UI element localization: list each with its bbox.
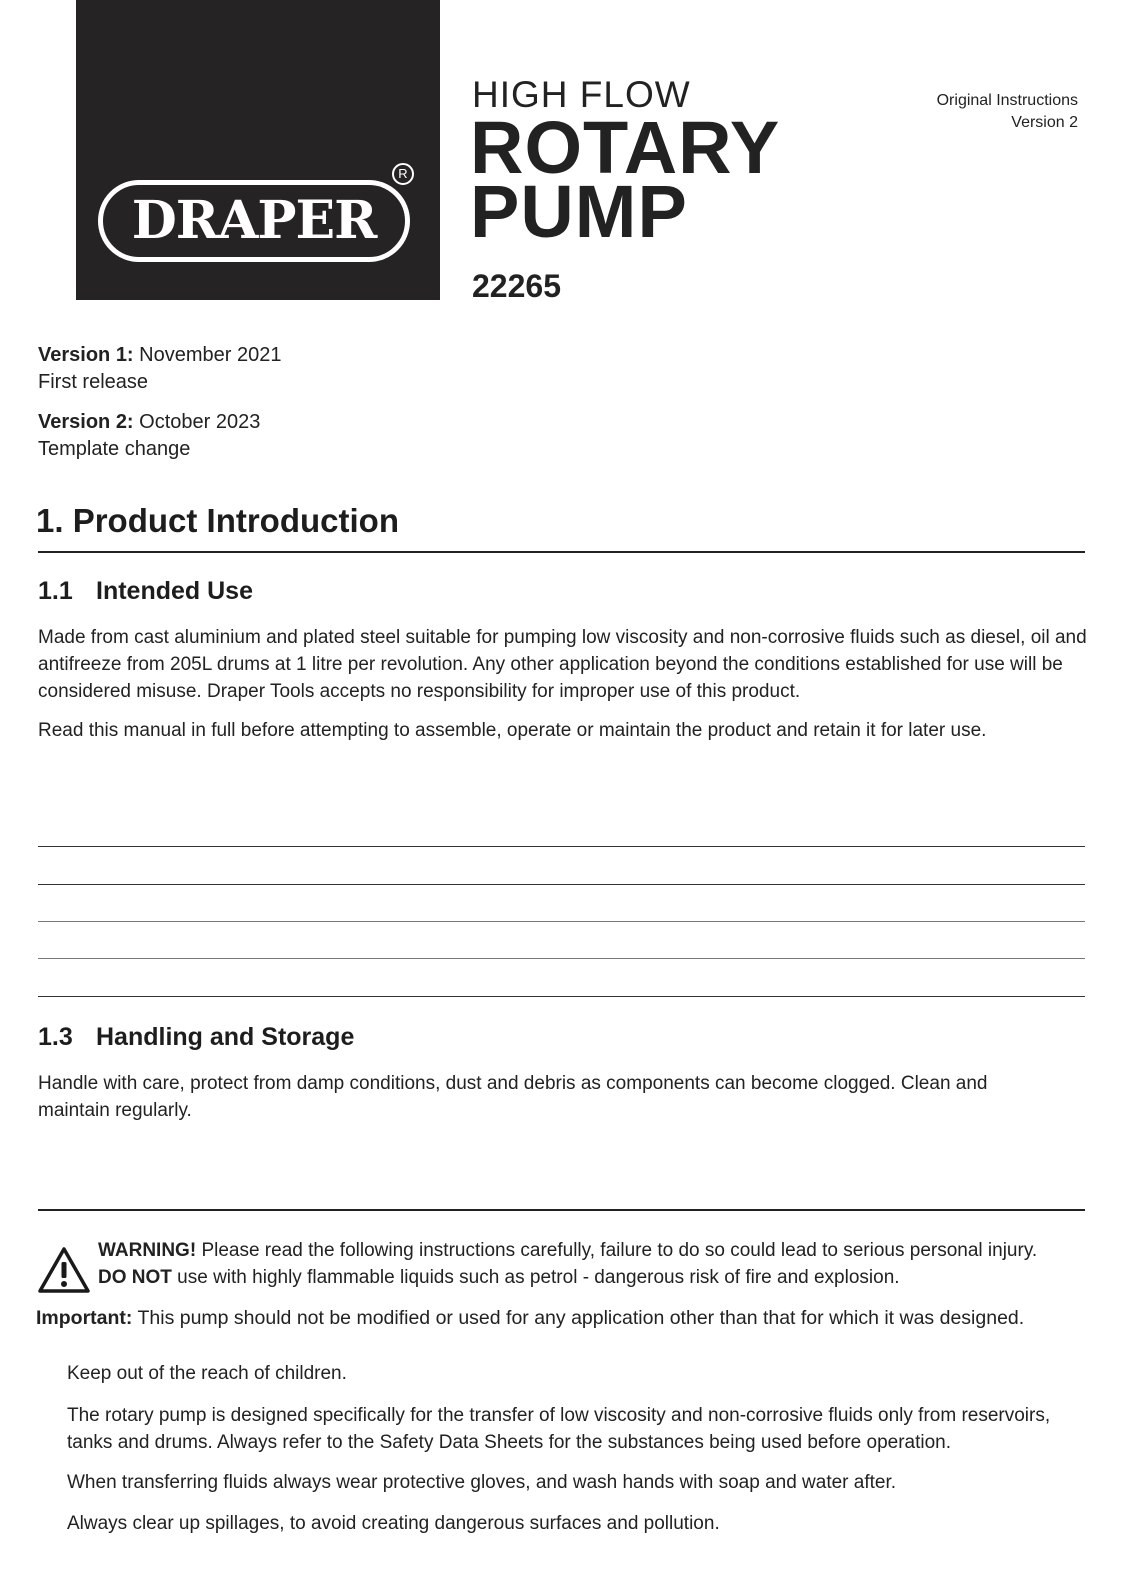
subsection-number: 1.1 (38, 577, 73, 605)
product-code: 22265 (472, 268, 561, 304)
safety-point: When transferring fluids always wear protective gloves, and wash hands with soap and water after. (67, 1472, 897, 1493)
original-instructions-label: Original Instructions (936, 92, 1078, 109)
registered-mark-icon: R (392, 163, 414, 185)
title-line-high-flow: HIGH FLOW (472, 74, 691, 115)
blank-line (38, 958, 1085, 959)
logo-wordmark-frame (98, 180, 410, 262)
subsection-title: Handling and Storage (96, 1023, 355, 1051)
safety-point: The rotary pump is designed specifically for the transfer of low viscosity and non-corrosive fluids only from reservoirs, tanks and drums. Always refer to the Safety Data Sheets for the substances being used before operation. (67, 1405, 1051, 1453)
logo-wordmark: DRAPER (131, 190, 377, 251)
warning-message (98, 1237, 1088, 1291)
important-text: This pump should not be modified or used for any application other than that for which it was designed. (137, 1307, 1025, 1329)
warning-label: WARNING! (98, 1240, 197, 1261)
do-not-text: use with highly flammable liquids such as petrol - dangerous risk of fire and explosion. (177, 1267, 900, 1288)
version-entry-label: Version 1: (38, 344, 134, 366)
safety-point: Keep out of the reach of children. (67, 1363, 347, 1384)
subsection-title: Intended Use (96, 577, 253, 605)
do-not-label: DO NOT (98, 1267, 172, 1288)
important-note (36, 1305, 1096, 1332)
blank-line (38, 996, 1085, 997)
intended-use-paragraph: Made from cast aluminium and plated steel suitable for pumping low viscosity and non-corrosive fluids such as diesel, oil and antifreeze from 205L drums at 1 litre per revolution. Any other application beyond the conditions established for use will be considered misuse. Draper Tools accepts no responsibility for improper use of this product. (38, 627, 1087, 702)
blank-line (38, 846, 1085, 847)
subsection-number: 1.3 (38, 1023, 73, 1051)
safety-point: Always clear up spillages, to avoid creating dangerous surfaces and pollution. (67, 1513, 720, 1534)
blank-line (38, 884, 1085, 885)
version-entry-note: First release (38, 371, 149, 393)
document-version-info (937, 90, 1078, 134)
warning-text: Please read the following instructions carefully, failure to do so could lead to serious personal injury. (201, 1240, 1038, 1261)
handling-storage-paragraph: Handle with care, protect from damp conditions, dust and debris as components can become clogged. Clean and maintain regularly. (38, 1073, 988, 1121)
section-heading: 1. Product Introduction (36, 502, 399, 539)
version-entry-note: Template change (38, 438, 191, 460)
version-entry (38, 342, 281, 396)
read-manual-paragraph: Read this manual in full before attempting to assemble, operate or maintain the product and retain it for later use. (38, 720, 987, 741)
important-label: Important: (36, 1307, 133, 1329)
draper-logo (76, 0, 440, 300)
version-label: Version 2 (1011, 114, 1078, 131)
subsection-heading-handling-storage (38, 1023, 354, 1052)
subsection-heading-intended-use (38, 577, 253, 606)
version-entry-date: October 2023 (139, 411, 261, 433)
warning-triangle-icon (38, 1246, 90, 1294)
title-line-rotary: ROTARY (470, 106, 781, 189)
product-title (470, 106, 781, 253)
section-divider (38, 1209, 1085, 1211)
version-entry-date: November 2021 (139, 344, 282, 366)
blank-line (38, 921, 1085, 922)
version-entry-label: Version 2: (38, 411, 134, 433)
version-entry (38, 409, 260, 463)
title-line-pump: PUMP (470, 170, 688, 253)
section-divider (38, 551, 1085, 553)
